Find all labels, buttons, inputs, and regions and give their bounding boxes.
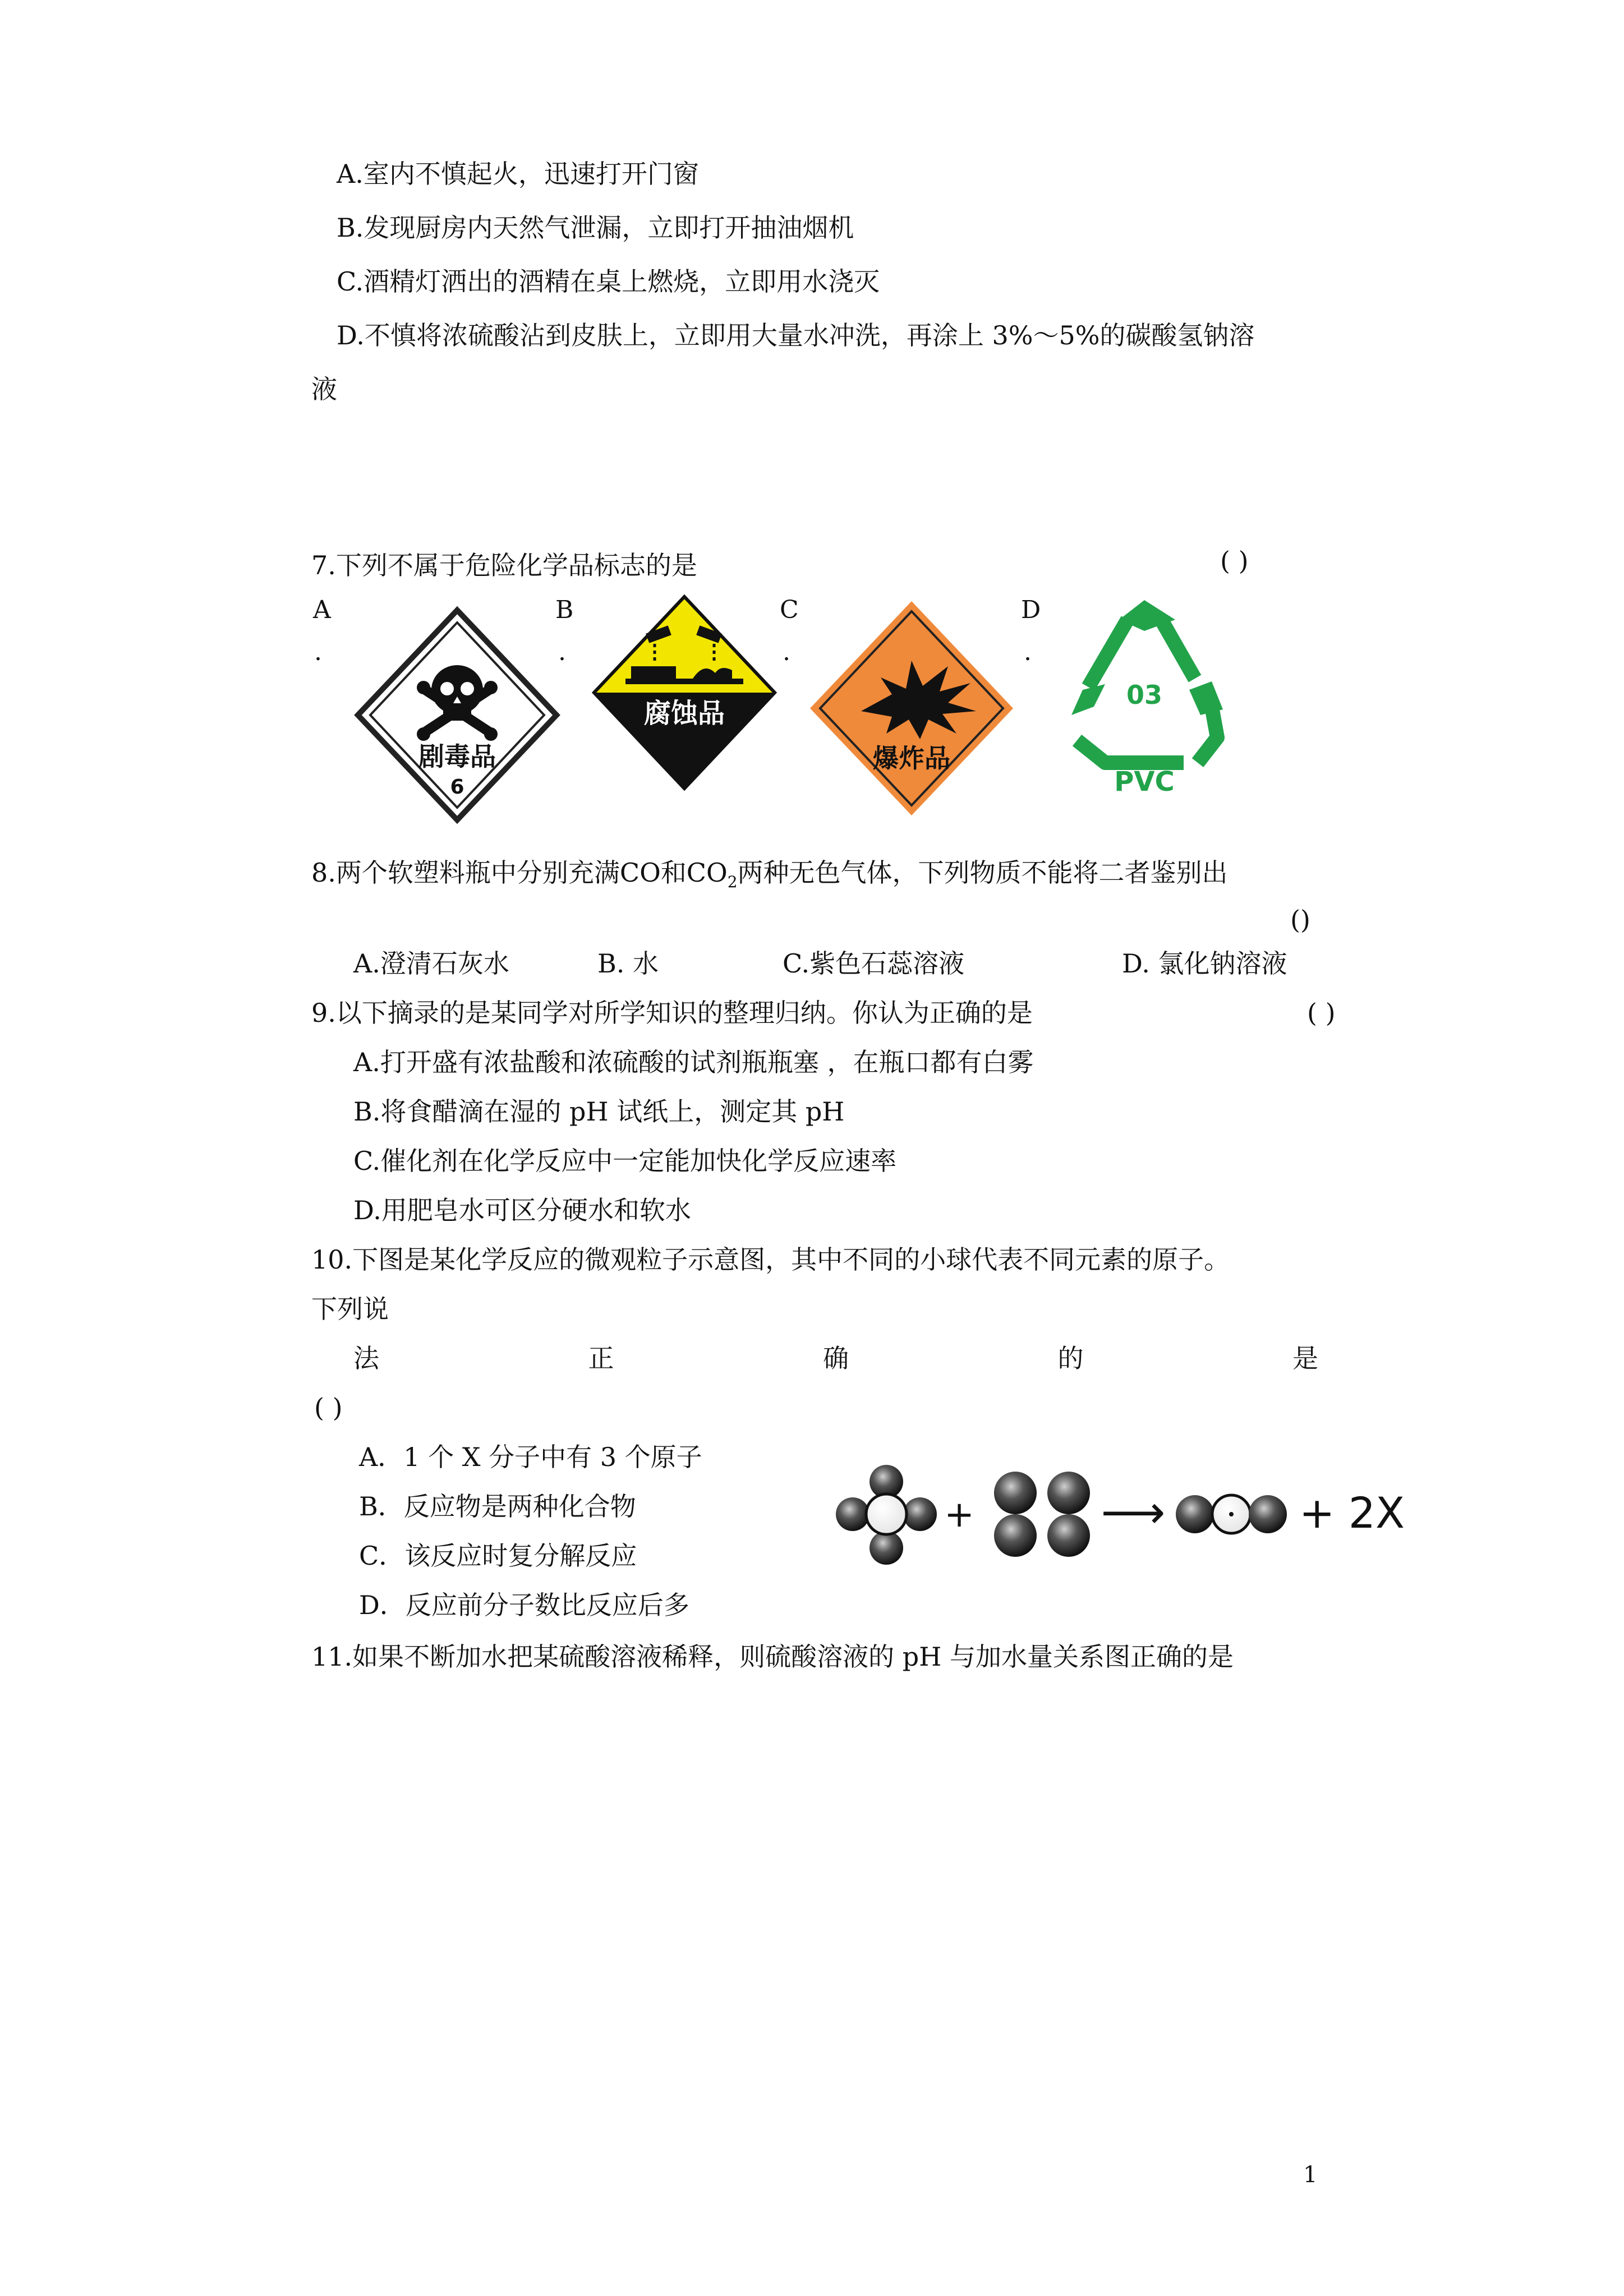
q10-stem-line3: 法 正 确 的 是 [353,1343,1318,1373]
q10-answer-paren: ( ) [314,1393,343,1423]
q8-option-a: A.澄清石灰水 [353,948,509,979]
q11-stem: 11.如果不断加水把某硫酸溶液稀释，则硫酸溶液的 pH 与加水量关系图正确的是 [311,1642,1234,1672]
q10-option-d: D．反应前分子数比反应后多 [359,1590,689,1620]
q8-option-c: C.紫色石蕊溶液 [783,948,965,979]
q10-option-a: A．1 个 X 分子中有 3 个原子 [359,1442,702,1472]
q10-option-b: B．反应物是两种化合物 [359,1491,636,1522]
pvc-recycling-symbol [1060,594,1229,802]
q6-option-b: B.发现厨房内天然气泄漏，立即打开抽油烟机 [337,213,854,243]
q7-label-a: A [313,596,331,624]
q7-label-c-dot: . [783,638,790,666]
q6-option-d-line2: 液 [311,374,337,404]
equation-product-2x: + 2X [1299,1488,1405,1538]
q10-stem-line1: 10.下图是某化学反应的微观粒子示意图，其中不同的小球代表不同元素的原子。 [311,1244,1230,1275]
toxic-sign-class-number: 6 [450,776,464,799]
q9-option-d: D.用肥皂水可区分硬水和软水 [353,1195,691,1225]
recycling-material-label: PVC [1114,766,1175,797]
q10-stem-line2: 下列说 [311,1294,389,1324]
product-molecule [1176,1495,1287,1533]
q9-answer-paren: ( ) [1307,998,1336,1028]
q10-option-c: C．该反应时复分解反应 [359,1541,637,1571]
q7-label-c: C [780,596,799,624]
recycling-code-number: 03 [1126,680,1163,710]
q8-option-b: B. 水 [597,948,659,979]
corrosive-sign-text: 腐蚀品 [643,698,725,729]
q7-label-b: B [555,596,574,624]
corrosive-hazard-sign [592,594,777,791]
reactant-molecule-1 [836,1465,937,1565]
page-number: 1 [1303,2162,1318,2188]
q7-label-d-dot: . [1024,638,1032,666]
q8-option-d: D. 氯化钠溶液 [1122,948,1287,979]
q8-answer-paren: () [1290,905,1310,935]
explosive-hazard-sign [808,599,1015,818]
equation-plus-1: + [944,1494,974,1536]
q7-label-a-dot: . [314,638,322,666]
q6-option-d-line1: D.不慎将浓硫酸沾到皮肤上，立即用大量水冲洗，再涂上 3%～5%的碳酸氢钠溶 [337,320,1255,351]
reactant-molecule-2 [994,1472,1090,1557]
toxic-hazard-sign [353,606,561,824]
reaction-particle-diagram [830,1458,1425,1582]
explosive-sign-text: 爆炸品 [873,743,950,773]
q6-option-c: C.酒精灯洒出的酒精在桌上燃烧，立即用水浇灭 [337,266,880,297]
reaction-arrow-icon: ⟶ [1101,1486,1166,1538]
toxic-sign-text: 剧毒品 [418,741,496,772]
q8-stem: 8.两个软塑料瓶中分别充满CO和$CO_2$两种无色气体，下列物质不能将二者鉴别出 [311,857,1228,892]
q9-option-a: A.打开盛有浓盐酸和浓硫酸的试剂瓶瓶塞 ，在瓶口都有白雾 [353,1047,1034,1077]
q7-label-b-dot: . [558,638,566,666]
q9-stem: 9.以下摘录的是某同学对所学知识的整理归纳。你认为正确的是 [311,998,1033,1028]
q7-stem: 7.下列不属于危险化学品标志的是 [311,550,697,580]
q9-option-c: C.催化剂在化学反应中一定能加快化学反应速率 [353,1146,897,1176]
q7-label-d: D [1021,596,1041,624]
q9-option-b: B.将食醋滴在湿的 pH 试纸上，测定其 pH [353,1096,845,1127]
q6-option-a: A.室内不慎起火，迅速打开门窗 [337,159,699,189]
q7-answer-paren: ( ) [1220,546,1249,576]
